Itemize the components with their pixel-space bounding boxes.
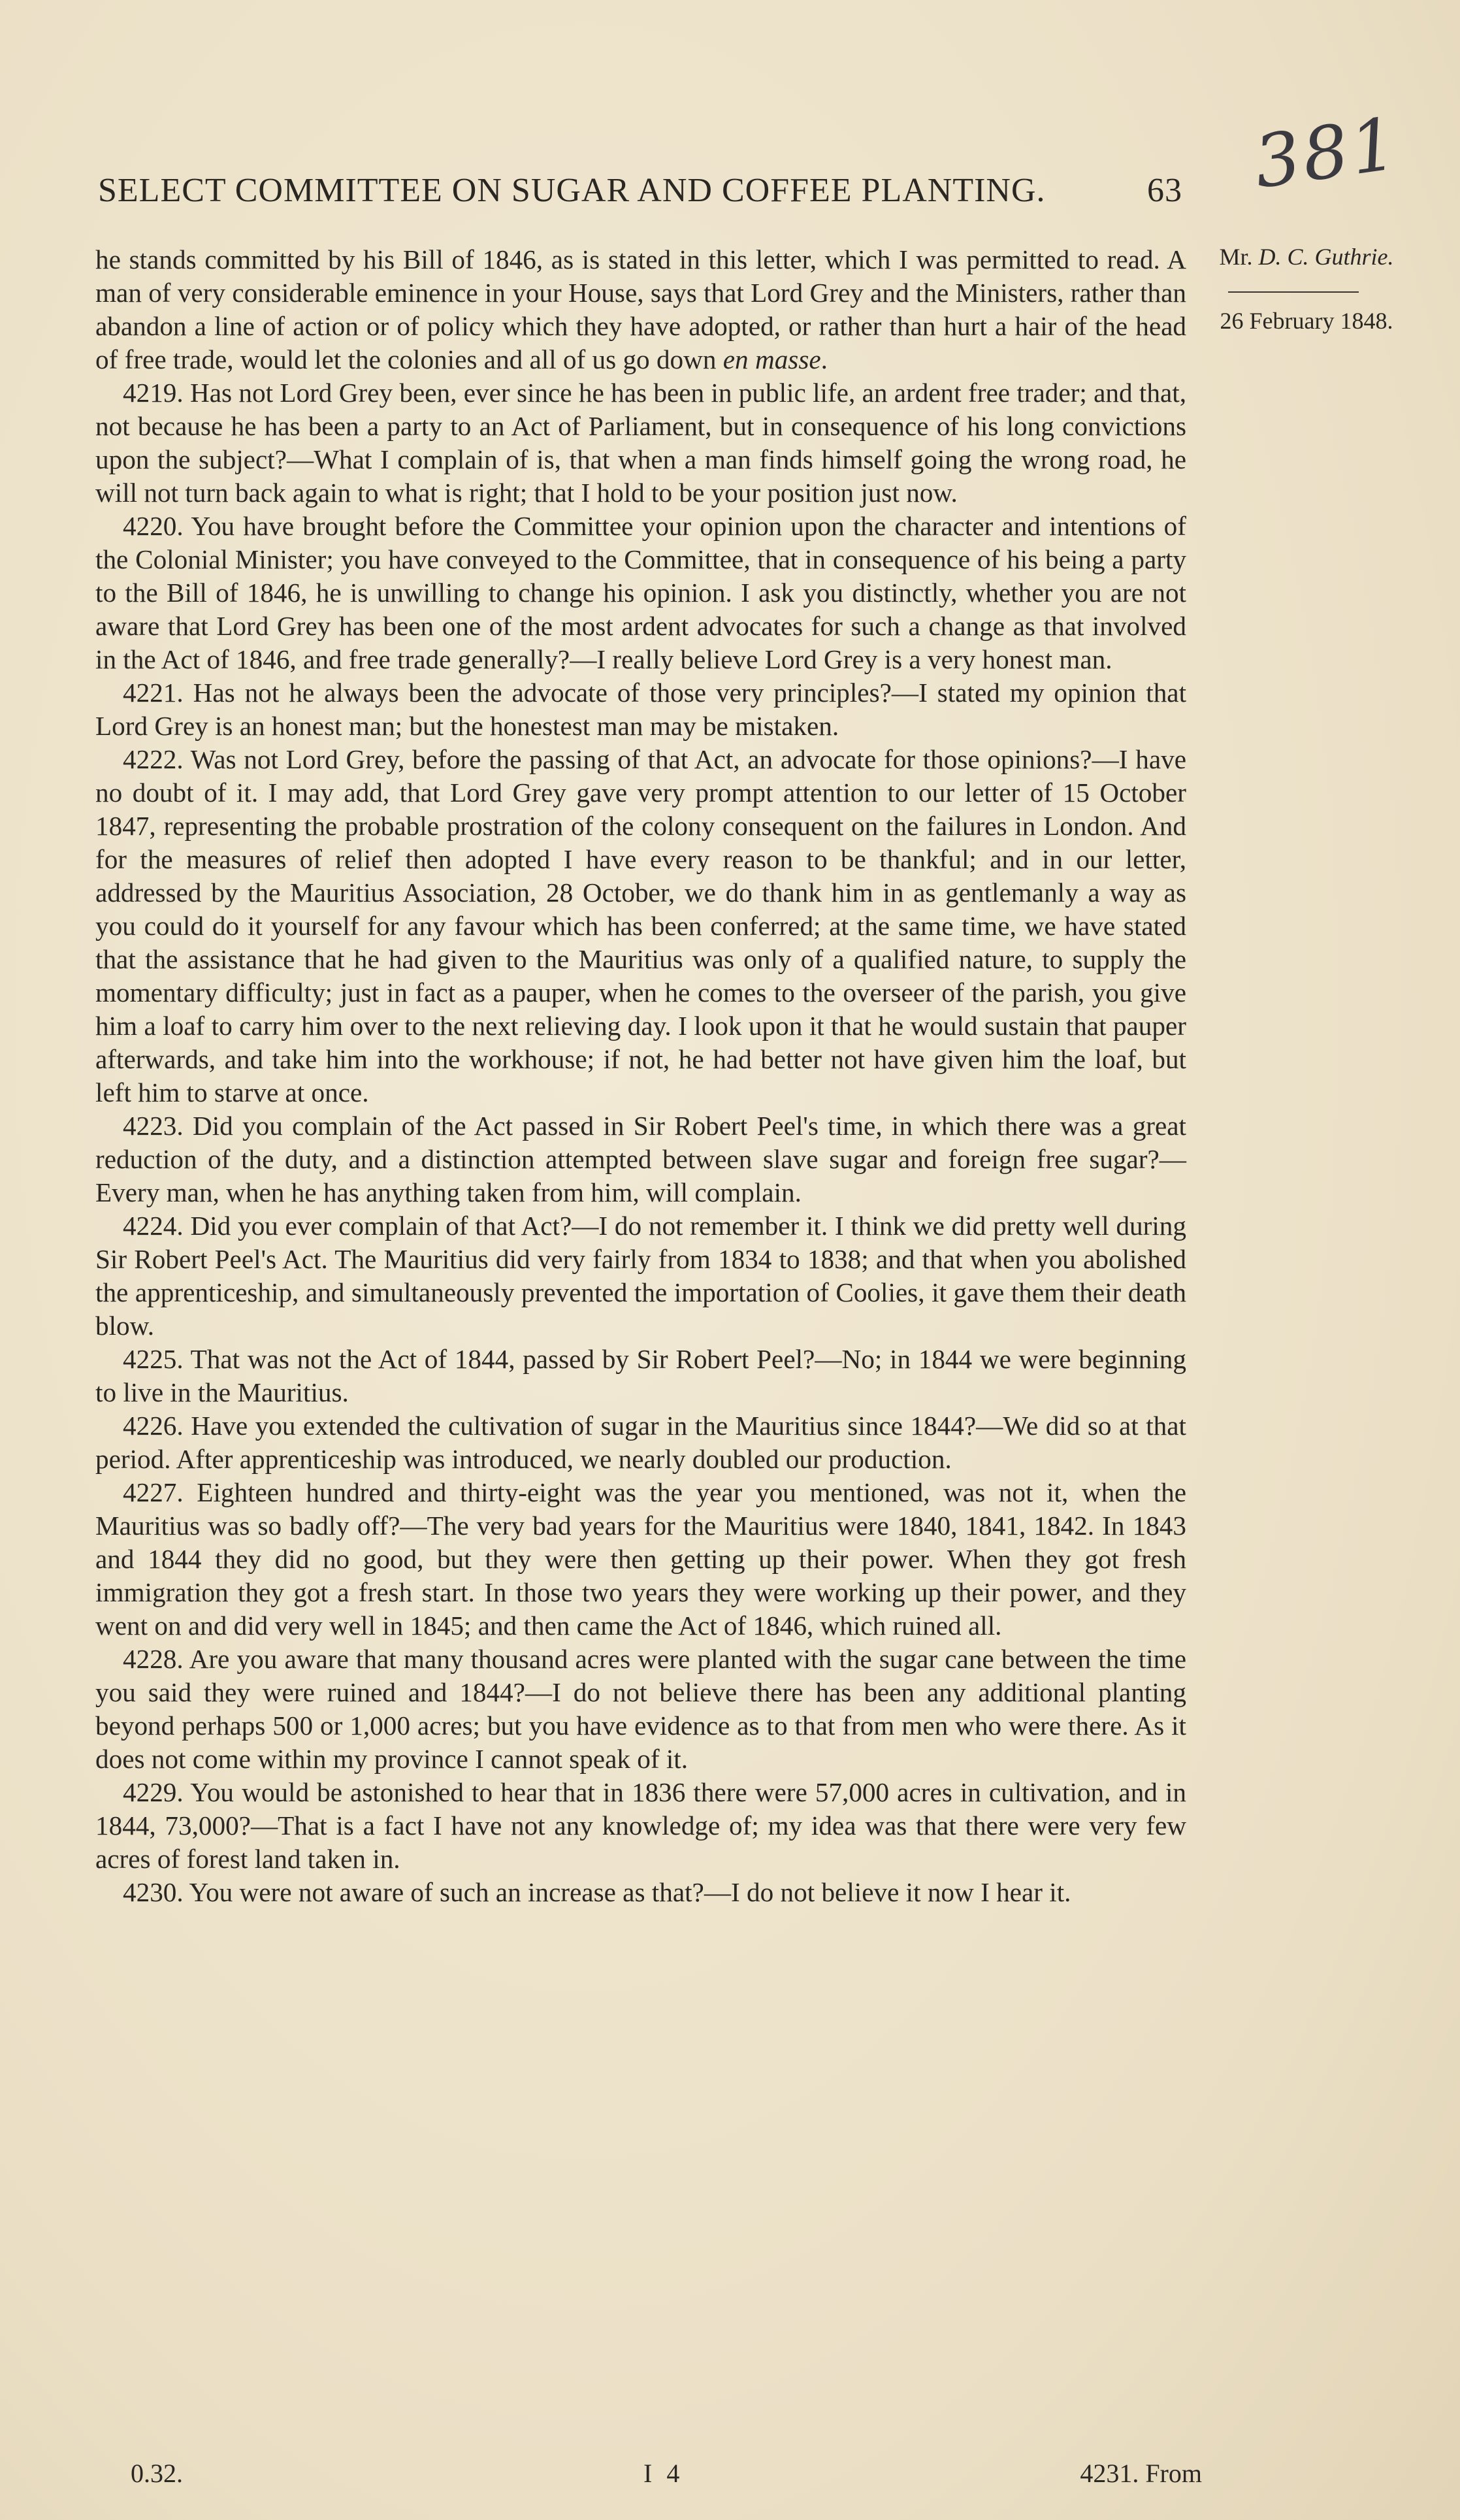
witness-sidenote <box>1195 243 1418 270</box>
question-number: 4224. <box>123 1211 184 1241</box>
question-number: 4227. <box>123 1477 184 1507</box>
question-number: 4221. <box>123 678 184 708</box>
signature-mark: 0.32. <box>131 2459 183 2488</box>
question-4220: 4220. You have brought before the Committee your opinion upon the character and intentions of the Colonial Minister; you have conveyed to the Committee, that in consequence of his being a party to the Bill of 1846, he is unwilling to change his opinion. I ask you distinctly, whether you are not aware that Lord Grey has been one of the most ardent advocates for such a change as that involved in the Act of 1846, and free trade generally?—I really believe Lord Grey is a very honest man. <box>95 511 1186 674</box>
running-head <box>98 171 1182 210</box>
sheet-number: I 4 <box>643 2459 684 2488</box>
question-4229: 4229. You would be astonished to hear that in 1836 there were 57,000 acres in cultivation, and in 1844, 73,000?—That is a fact I have not any knowledge of; my idea was that there were very few acres of forest land taken in. <box>95 1777 1186 1874</box>
page-number: 63 <box>1147 172 1182 209</box>
question-number: 4219. <box>123 378 184 408</box>
paragraph-continued: he stands committed by his Bill of 1846, as is stated in this letter, which I was permitted to read. A man of very considerable eminence in your House, says that Lord Grey and the Ministers, rather than abandon a line of action or of policy which they have adopted, or rather than hurt a hair of the head of free trade, would let the colonies and all of us go down en masse. <box>95 244 1186 374</box>
running-head-title: SELECT COMMITTEE ON SUGAR AND COFFEE PLANTING. <box>98 172 1046 209</box>
question-4230: 4230. You were not aware of such an increase as that?—I do not believe it now I hear it. <box>123 1877 1071 1907</box>
evidence-text <box>95 243 1186 1909</box>
question-4224: 4224. Did you ever complain of that Act?—I do not remember it. I think we did pretty well during Sir Robert Peel's Act. The Mauritius did very fairly from 1834 to 1838; and that when you abolished the apprenticeship, and simultaneously prevented the importation of Coolies, it gave them their death blow. <box>95 1211 1186 1341</box>
question-4227: 4227. Eighteen hundred and thirty-eight was the year you mentioned, was not it, when the Mauritius was so badly off?—The very bad years for the Mauritius were 1840, 1841, 1842. In 1843 and 1844 they did no good, but they were then getting up their power. When they got fresh immigration they got a fresh start. In those two years they were working up their power, and they went on and did very well in 1845; and then came the Act of 1846, which ruined all. <box>95 1477 1186 1641</box>
handwritten-folio-number: 381 <box>1249 101 1404 205</box>
question-4223: 4223. Did you complain of the Act passed in Sir Robert Peel's time, in which there was a great reduction of the duty, and a distinction attempted between slave sugar and foreign free sugar?—Every man, when he has anything taken from him, will complain. <box>95 1111 1187 1207</box>
sidenote-rule <box>1228 291 1359 293</box>
question-4221: 4221. Has not he always been the advocate of those very principles?—I stated my opinion that Lord Grey is an honest man; but the honestest man may be mistaken. <box>95 678 1187 741</box>
question-number: 4226. <box>123 1411 184 1441</box>
question-number: 4228. <box>123 1644 184 1674</box>
question-number: 4220. <box>123 511 184 541</box>
question-number: 4230. <box>123 1877 184 1907</box>
question-4222: 4222. Was not Lord Grey, before the passing of that Act, an advocate for those opinions?—I have no doubt of it. I may add, that Lord Grey gave very prompt attention to our letter of 15 October 1847, representing the probable prostration of the colony consequent on the failures in London. And for the measures of relief then adopted I have every reason to be thankful; and in our letter, addressed by the Mauritius Association, 28 October, we do thank him in as gentlemanly a way as you could do it yourself for any favour which has been conferred; at the same time, we have stated that the assistance that he had given to the Mauritius was only of a qualified nature, to supply the momentary difficulty; just in fact as a pauper, when he comes to the overseer of the parish, you give him a loaf to carry him over to the next relieving day. I look upon it that he would sustain that pauper afterwards, and take him into the workhouse; if not, he had better not have given him the loaf, but left him to starve at once. <box>95 744 1186 1107</box>
sidenote-date: 26 February 1848. <box>1220 308 1393 334</box>
question-4226: 4226. Have you extended the cultivation of sugar in the Mauritius since 1844?—We did so at that period. After apprenticeship was introduced, we nearly doubled our production. <box>95 1411 1187 1474</box>
question-4225: 4225. That was not the Act of 1844, passed by Sir Robert Peel?—No; in 1844 we were beginning to live in the Mauritius. <box>95 1344 1186 1407</box>
question-number: 4229. <box>123 1777 184 1807</box>
question-4219: 4219. Has not Lord Grey been, ever since he has been in public life, an ardent free trader; and that, not because he has been a party to an Act of Parliament, but in consequence of his long convictions upon the subject?—What I complain of is, that when a man finds himself going the wrong road, he will not turn back again to what is right; that I hold to be your position just now. <box>95 378 1186 508</box>
witness-prefix: Mr. <box>1219 244 1253 270</box>
question-number: 4222. <box>123 744 184 774</box>
question-4228: 4228. Are you aware that many thousand acres were planted with the sugar cane between the time you said they were ruined and 1844?—I do not believe there has been any additional planting beyond perhaps 500 or 1,000 acres; but you have evidence as to that from men who were there. As it does not come within my province I cannot speak of it. <box>95 1644 1186 1774</box>
question-number: 4223. <box>123 1111 184 1141</box>
catchword: 4231. From <box>1080 2459 1202 2488</box>
question-number: 4225. <box>123 1344 184 1374</box>
witness-name: D. C. Guthrie. <box>1258 244 1394 270</box>
emphasis-en-masse: en masse <box>722 344 821 374</box>
